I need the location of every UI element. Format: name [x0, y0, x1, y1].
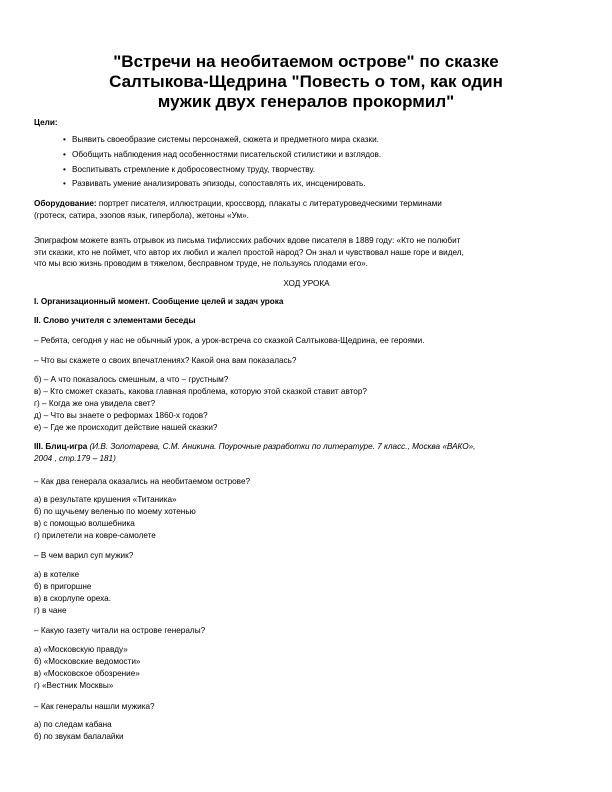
- list-item: г) прилетели на ковре-самолете: [34, 530, 156, 540]
- list-item: в) «Московское обозрение»: [34, 668, 140, 678]
- goals-label: Цели:: [34, 118, 58, 127]
- bullet-icon: •: [63, 135, 66, 144]
- list-item: д) – Что вы знаете о реформах 1860-х годов?: [34, 410, 208, 420]
- quiz-answers: [34, 569, 579, 617]
- bullet-icon: •: [63, 179, 66, 189]
- quiz-answers: [34, 644, 579, 692]
- quiz-answers: [34, 719, 579, 743]
- title-line-3: мужик двух генералов прокормил": [157, 92, 455, 111]
- list-item: в) – Кто сможет сказать, какова главная проблема, которую этой сказкой ставит автор?: [34, 386, 367, 396]
- list-item: б) «Московские ведомости»: [34, 656, 141, 666]
- section-1-heading: I. Организационный момент. Сообщение целей и задач урока: [34, 297, 284, 306]
- goals-list: [34, 133, 579, 192]
- quiz-question: – В чем варил суп мужик?: [34, 551, 134, 560]
- list-item: а) по следам кабана: [34, 720, 112, 729]
- title-line-1: "Встречи на необитаемом острове" по сказке: [113, 52, 499, 71]
- section-2-heading: II. Слово учителя с элементами беседы: [34, 316, 196, 325]
- teacher-question: – Что вы скажете о своих впечатлениях? Какой она вам показалась?: [34, 356, 297, 365]
- list-item: г) «Вестник Москвы»: [34, 680, 114, 690]
- equipment-label: Оборудование:: [34, 199, 97, 208]
- lesson-heading: ХОД УРОКА: [283, 279, 330, 288]
- list-item: е) – Где же происходит действие нашей сказки?: [34, 422, 218, 432]
- quiz-question: – Как генералы нашли мужика?: [34, 702, 155, 711]
- conversation-list: [34, 374, 579, 434]
- equipment-paragraph: Оборудование: портрет писателя, иллюстрации, кроссворд, плакаты с литературоведческими терминами (гротеск, сатира, эзопов язык, гипербола), жетоны «Ум».: [34, 199, 442, 220]
- goal-item: • Выявить своеобразие системы персонажей, сюжета и предметного мира сказки.: [34, 133, 579, 148]
- list-item: б) по щучьему веленью по моему хотенью: [34, 506, 196, 516]
- quiz-question: – Как два генерала оказались на необитаемом острове?: [34, 477, 251, 486]
- list-item: б) в пригоршне: [34, 581, 92, 591]
- bullet-icon: •: [63, 149, 66, 159]
- list-item: б) – А что показалось смешным, а что – грустным?: [34, 375, 229, 384]
- section-3-heading: [34, 441, 579, 464]
- list-item: г) в чане: [34, 605, 67, 615]
- list-item: а) в котелке: [34, 570, 80, 579]
- epigraph-paragraph: Эпиграфом можете взять отрывок из письма тифлисских рабочих вдове писателя в 1889 году: «Кто не полюбит эти сказки, кто не поймет, что автор их любил и жалел простой народ? Он знал и чувствовал наше горе и видел, что мы всю жизнь проводим в тяжелом, бесправном труде, не пользуясь плодами его».: [34, 236, 464, 269]
- bullet-icon: •: [63, 164, 66, 174]
- section-3-label: III. Блиц-игра: [34, 442, 88, 451]
- list-item: а) в результате крушения «Титаника»: [34, 495, 177, 504]
- list-item: в) с помощью волшебника: [34, 518, 135, 528]
- list-item: г) – Когда же она увидела свет?: [34, 398, 156, 408]
- title-line-2: Салтыкова-Щедрина "Повесть о том, как один: [109, 72, 503, 91]
- list-item: а) «Московскую правду»: [34, 645, 128, 654]
- goal-item: • Воспитывать стремление к добросовестному труду, творчеству.: [34, 163, 579, 178]
- teacher-intro: – Ребята, сегодня у нас не обычный урок, а урок-встреча со сказкой Салтыкова-Щедрина, ее героями.: [34, 336, 425, 345]
- goal-item: • Развивать умение анализировать эпизоды, сопоставлять их, инсценировать.: [34, 177, 579, 192]
- section-3-source: (И.В. Золотарева, С.М. Аникина. Поурочные разработки по литературе. 7 класс., Москва «ВАКО»,: [87, 442, 476, 451]
- list-item: в) в скорлупе ореха.: [34, 593, 112, 603]
- quiz-question: – Какую газету читали на острове генералы?: [34, 626, 206, 635]
- quiz-answers: [34, 494, 579, 542]
- section-3-source-cont: 2004 , стр.179 – 181): [34, 453, 116, 463]
- goal-item: • Обобщить наблюдения над особенностями писательской стилистики и взглядов.: [34, 148, 579, 163]
- document-title: [40, 52, 572, 112]
- list-item: б) по звукам балалайки: [34, 731, 124, 741]
